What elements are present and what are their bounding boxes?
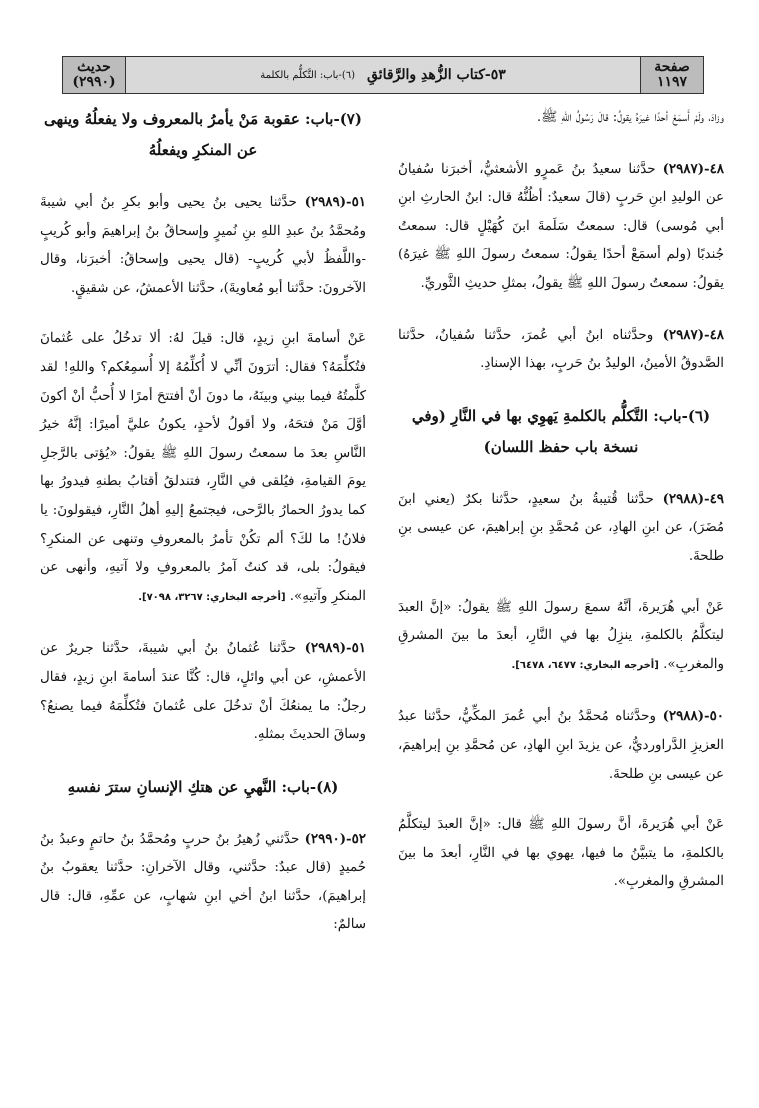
page-number-box <box>640 57 703 93</box>
hadith-number: ٤٨-(٢٩٨٧) <box>662 160 724 177</box>
hadith-paragraph <box>398 321 724 379</box>
hadith-number: ٥١-(٢٩٨٩) <box>304 640 366 657</box>
hadith-text: حدَّثنا يحيى بنُ يحيى وأبو بكرِ بنُ أبي شيبةَ ومُحمَّدُ بنُ عبدِ اللهِ بنِ نُميرٍ وإسحاقُ بنُ إبراهيمَ وأبو كُريبٍ -واللَّفظُ لأبي كُريبٍ- (قال يحيى وإسحاقُ: أخبرَنا، وقال الآخرونَ: حدَّثنا أبو مُعاويةَ)، حدَّثنا الأعمشُ، عن شقيقٍ. <box>40 195 366 296</box>
hadith-paragraph <box>40 188 366 303</box>
hadith-text: حدَّثنا قُتيبةُ بنُ سعيدٍ، حدَّثنا بكرٌ (يعني ابنَ مُضَرَ)، عن ابنِ الهادِ، عن مُحمَّدِ بنِ إبراهيمَ، عن عيسى بنِ طلحةَ. <box>398 491 724 564</box>
hadith-text: حدَّثنا عُثمانُ بنُ أبي شيبةَ، حدَّثنا جريرٌ عن الأعمشِ، عن أبي وائلٍ، قال: كُنَّا عندَ أسامةَ ابنِ زيدٍ، فقال رجلٌ: ما يمنعُكَ أنْ تدخُلَ على عُثمانَ فتُكلِّمَهُ فيما يصنعُ؟ وساقَ الحديثَ بمثلهِ. <box>40 641 366 743</box>
hadith-label: حديث <box>77 59 111 75</box>
hadith-number: (٢٩٩٠) <box>72 74 116 90</box>
hadith-text: عَنْ أبي هُرَيرةَ، أنَّ رسولَ اللهِ ﷺ قال: «إنَّ العبدَ ليتكلَّمُ بالكلمةِ، ما يتبيَّنُ ما فيها، يهوي بها في النَّارِ، أبعدَ ما بينَ المشرقِ والمغربِ». <box>398 817 724 890</box>
page-header <box>62 56 704 94</box>
chapter-subtitle: (٦)-باب: التَّكلُّم بالكلمة <box>260 69 355 81</box>
page-number: ١١٩٧ <box>656 74 688 90</box>
hadith-paragraph <box>398 485 724 572</box>
hadith-number: ٤٨-(٢٩٨٧) <box>662 326 724 343</box>
hadith-text: حدَّثنا سعيدُ بنُ عَمرٍو الأشعثيُّ، أخبرَنا سُفيانُ عن الوليدِ ابنِ حَربٍ (قالَ سعيدٌ: أظُنُّهُ قال: ابنُ الحارثِ ابنِ أبي مُوسى) قال: سمعتُ سَلَمةَ ابنَ كُهَيْلٍ قال: سمعتُ جُندبًا (ولم أسمَعْ أحدًا يقولُ: سمعتُ رسولَ اللهِ ﷺ غيرَهُ) يقولُ: سمعتُ رسولَ اللهِ ﷺ يقولُ، بمثلِ حديثِ الثَّوريِّ. <box>398 161 724 291</box>
header-title-area <box>126 57 640 93</box>
chapter-heading: (٦)-باب: التَّكلُّم بالكلمةِ يَهوِي بها في النَّارِ (وفي نسخة باب حفظ اللسان) <box>411 406 711 456</box>
bukhari-reference: [أخرجه البخاري: ٣٢٦٧، ٧٠٩٨]. <box>138 591 286 603</box>
hadith-paragraph <box>398 702 724 789</box>
hadith-number: ٥١-(٢٩٨٩) <box>304 194 366 210</box>
page-label: صفحة <box>654 59 690 75</box>
hadith-text: عَنْ أبي هُرَيرةَ، أنَّهُ سمعَ رسولَ اللهِ ﷺ يقولُ: «إنَّ العبدَ ليتكلَّمُ بالكلمةِ، ينزِلُ بها في النَّارِ، أبعدَ ما بينَ المشرقِ والمغربِ». <box>398 599 724 672</box>
hadith-paragraph <box>398 594 724 681</box>
bukhari-reference: [أخرجه البخاري: ٦٤٧٧، ٦٤٧٨]. <box>511 659 659 671</box>
chapter-heading: (٧)-باب: عقوبة مَنْ يأمرُ بالمعروف ولا يفعلُهُ وينهى عن المنكرِ ويفعلُهُ <box>44 110 362 159</box>
left-column <box>40 104 366 962</box>
hadith-number-box <box>63 57 126 93</box>
hadith-number: ٤٩-(٢٩٨٨) <box>662 490 724 507</box>
hadith-number: ٥٠-(٢٩٨٨) <box>662 708 724 725</box>
hadith-paragraph <box>398 155 724 299</box>
hadith-paragraph <box>398 811 724 897</box>
hadith-text: عَنْ أسامةَ ابنِ زيدٍ، قال: قيلَ لهُ: ألا تدخُلُ على عُثمانَ فتُكلِّمَهُ؟ فقال: أترَونَ أنِّي لا أُكلِّمُهُ إلا أُسمِعُكم؟ واللهِ! لقد كلَّمتُهُ فيما بيني وبينَهُ، ما دونَ أنْ أفتتحَ أمرًا لا أُحبُّ أنْ أكونَ أوَّلَ مَنْ فتحَهُ، ولا أقولُ لأحدٍ، يكونُ عليَّ أميرًا: إنَّهُ خيرُ النَّاسِ بعدَ ما سمعتُ رسولَ اللهِ ﷺ يقولُ: «يُؤتى بالرَّجلِ يومَ القيامةِ، فيُلقى في النَّارِ، فتندلقُ أقتابُ بطنهِ فيدورُ بها كما يدورُ الحمارُ بالرَّحى، فيجتمعُ إليهِ أهلُ النَّارِ، فيقولونَ: يا فلانُ! ما لكَ؟ ألم تكُنْ تأمرُ بالمعروفِ وتنهى عن المنكرِ؟ فيقولُ: بلى، قد كنتُ آمرُ بالمعروفِ ولا آتيهِ، وأنهى عن المنكرِ وآتيهِ». <box>40 331 366 604</box>
right-column <box>398 104 724 919</box>
hadith-paragraph <box>40 634 366 749</box>
chapter-heading: (٨)-باب: النَّهيِ عن هتكِ الإنسانِ سترَ نفسهِ <box>67 777 339 796</box>
hadith-text: وزادَ، ولَمْ أَسمَعْ أحدًا غيرَهُ يقولُ: قالَ رَسُولُ اللهِ ﷺ. <box>536 110 724 125</box>
book-title: ٥٣-كتاب الزُّهدِ والرَّقائقِ <box>367 67 506 83</box>
hadith-text: وحدَّثناه مُحمَّدُ بنُ أبي عُمرَ المكِّيُّ، حدَّثنا عبدُ العزيزِ الدَّراورديُّ، عن يزيدَ ابنِ الهادِ، عن مُحمَّدِ بنِ إبراهيمَ، عن عيسى بنِ طلحةَ. <box>398 709 724 782</box>
hadith-paragraph <box>40 825 366 940</box>
hadith-text: وحدَّثناه ابنُ أبي عُمرَ، حدَّثنا سُفيانُ، حدَّثنا الصَّدوقُ الأمينُ، الوليدُ بنُ حَربٍ، بهذا الإسنادِ. <box>398 327 724 372</box>
hadith-paragraph <box>40 325 366 612</box>
hadith-number: ٥٢-(٢٩٩٠) <box>304 830 366 847</box>
hadith-paragraph <box>398 104 724 133</box>
hadith-text: حدَّثني زُهيرُ بنُ حربٍ ومُحمَّدُ بنُ حاتمٍ وعبدُ بنُ حُميدٍ (قال عبدٌ: حدَّثني، وقال الآخرانِ: حدَّثنا يعقوبُ بنُ إبراهيمَ)، حدَّثنا ابنُ أخي ابنِ شهابٍ، عن عمِّهِ، قال: قال سالمٌ: <box>40 831 366 933</box>
